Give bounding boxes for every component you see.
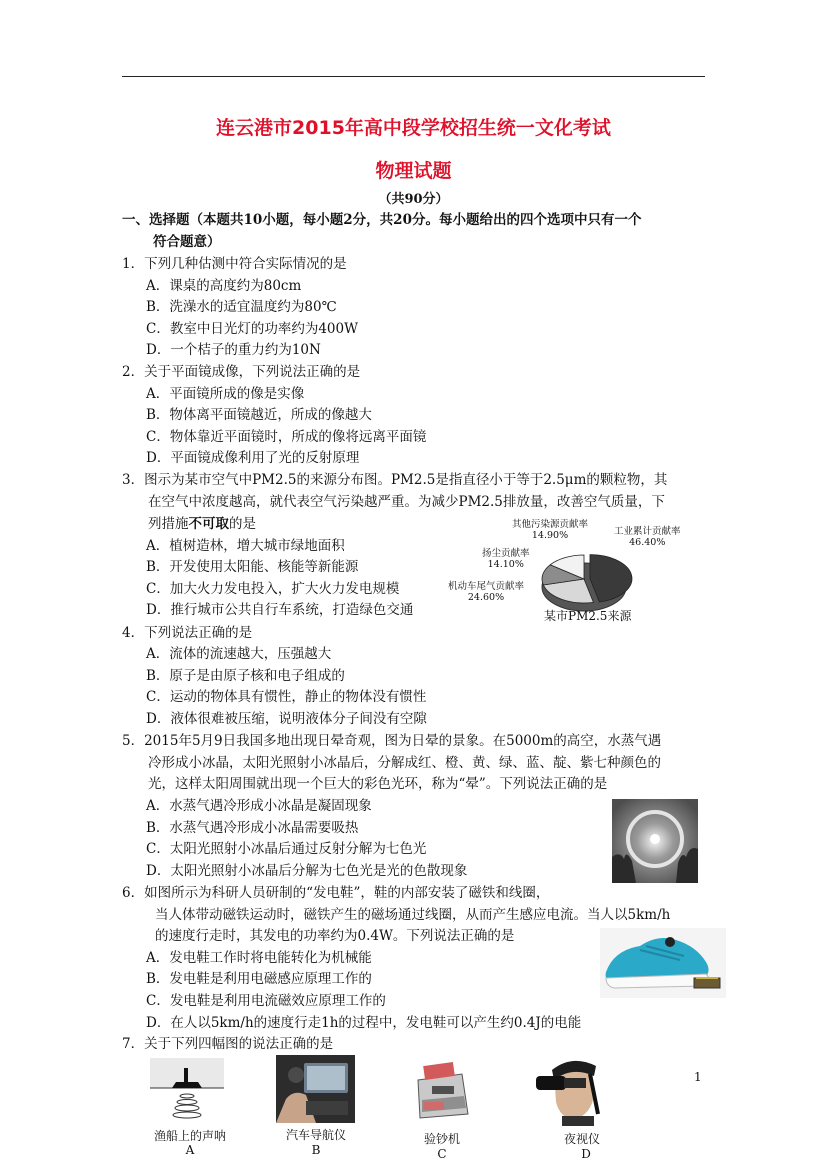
pm25-chart: [440, 515, 710, 623]
sun-halo-svg: [612, 799, 698, 883]
sonar-image: [150, 1058, 224, 1122]
pie-label-industry: 工业累计贡献率 46.40%: [614, 526, 681, 548]
q5-option-c: C．太阳光照射小冰晶后通过反射分解为七色光: [146, 841, 427, 857]
q2-option-c: C．物体靠近平面镜时，所成的像将远离平面镜: [146, 429, 427, 445]
q3-option-a: A．植树造林，增大城市绿地面积: [146, 538, 345, 554]
q1-option-d: D．一个桔子的重力约为10N: [146, 342, 321, 358]
night-vision-image: [534, 1054, 608, 1126]
pic-d-letter: D: [581, 1147, 591, 1161]
q3-stem-1: 3．图示为某市空气中PM2.5的来源分布图。PM2.5是指直径小于等于2.5μm的颗粒物，其: [122, 472, 668, 488]
q2-option-b: B．物体离平面镜越近，所成的像越大: [146, 407, 372, 423]
q7-stem: 7．关于下列四幅图的说法正确的是: [122, 1036, 334, 1052]
q2-stem: 2．关于平面镜成像，下列说法正确的是: [122, 364, 361, 380]
shoe-svg: [600, 928, 726, 998]
q5-stem-2: 冷形成小冰晶，太阳光照射小冰晶后，分解成红、橙、黄、绿、蓝、靛、紫七种颜色的: [148, 755, 661, 771]
q2-option-d: D．平面镜成像利用了光的反射原理: [146, 450, 360, 466]
q6-option-b: B．发电鞋是利用电磁感应原理工作的: [146, 971, 372, 987]
q3-stem-2: 在空气中浓度越高，就代表空气污染越严重。为减少PM2.5排放量，改善空气质量，下: [148, 494, 665, 510]
q6-stem-1: 6．如图所示为科研人员研制的“发电鞋”，鞋的内部安装了磁铁和线圈，: [122, 885, 550, 901]
pic-a-letter: A: [185, 1143, 195, 1157]
pie-label-other: 其他污染源贡献率 14.90%: [512, 519, 589, 541]
q4-option-a: A．流体的流速越大，压强越大: [146, 646, 332, 662]
subject-title: 物理试题: [375, 160, 452, 182]
sonar-svg: [150, 1058, 224, 1122]
q2-option-a: A．平面镜所成的像是实像: [146, 386, 305, 402]
car-navigator-image: [276, 1055, 355, 1123]
q5-stem-3: 光，这样太阳周围就出现一个巨大的彩色光环，称为“晕”。下列说法正确的是: [148, 776, 608, 792]
q6-option-c: C．发电鞋是利用电流磁效应原理工作的: [146, 993, 386, 1009]
q1-option-b: B．洗澡水的适宜温度约为80℃: [146, 299, 337, 315]
q5-option-b: B．水蒸气遇冷形成小冰晶需要吸热: [146, 820, 359, 836]
pic-c-letter: C: [437, 1147, 447, 1161]
money-detector-svg: [410, 1056, 474, 1124]
pic-d-caption: 夜视仪: [563, 1132, 600, 1146]
pic-a-caption: 渔船上的声呐: [153, 1129, 226, 1143]
page-number: 1: [694, 1070, 702, 1084]
q6-option-d: D．在人以5km/h的速度行走1h的过程中，发电鞋可以产生约0.4J的电能: [146, 1015, 582, 1031]
q3-option-d: D．推行城市公共自行车系统，打造绿色交通: [146, 602, 414, 618]
exam-title: 连云港市2015年高中段学校招生统一文化考试: [216, 117, 611, 139]
pic-b-letter: B: [311, 1143, 321, 1157]
chart-title: 某市PM2.5来源: [544, 609, 632, 623]
q1-stem: 1．下列几种估测中符合实际情况的是: [122, 256, 347, 272]
q3-option-b: B．开发使用太阳能、核能等新能源: [146, 559, 359, 575]
q4-option-b: B．原子是由原子核和电子组成的: [146, 668, 345, 684]
night-vision-svg: [534, 1054, 608, 1126]
q6-option-a: A．发电鞋工作时将电能转化为机械能: [146, 950, 372, 966]
q3-stem-3: 列措施不可取的是: [148, 516, 256, 532]
q4-option-d: D．液体很难被压缩，说明液体分子间没有空隙: [146, 711, 427, 727]
q4-option-c: C．运动的物体具有惯性，静止的物体没有惯性: [146, 689, 427, 705]
sun-halo-image: [612, 799, 698, 883]
pie-label-vehicle: 机动车尾气贡献率 24.60%: [448, 581, 525, 603]
section-heading-cont: 符合题意）: [153, 234, 221, 250]
money-detector-image: [410, 1056, 474, 1124]
q5-option-d: D．太阳光照射小冰晶后分解为七色光是光的色散现象: [146, 863, 468, 879]
q5-option-a: A．水蒸气遇冷形成小冰晶是凝固现象: [146, 798, 372, 814]
generator-shoe-image: [600, 928, 726, 998]
q1-option-c: C．教室中日光灯的功率约为400W: [146, 321, 358, 337]
q3-option-c: C．加大火力发电投入，扩大火力发电规模: [146, 581, 400, 597]
q4-stem: 4．下列说法正确的是: [122, 625, 253, 641]
pic-b-caption: 汽车导航仪: [285, 1128, 346, 1142]
pic-c-caption: 验钞机: [423, 1132, 460, 1146]
navigator-svg: [276, 1055, 355, 1123]
q6-stem-3: 的速度行走时，其发电的功率约为0.4W。下列说法正确的是: [155, 928, 515, 944]
pie-slice-0: [590, 555, 632, 602]
header-rule: [122, 76, 705, 77]
total-score: （共90分）: [378, 192, 449, 207]
pie-label-dust: 扬尘贡献率 14.10%: [482, 548, 530, 570]
section-heading: 一、选择题（本题共10小题，每小题2分，共20分。每小题给出的四个选项中只有一个: [122, 212, 642, 228]
q1-option-a: A．课桌的高度约为80cm: [146, 278, 302, 294]
q5-stem-1: 5．2015年5月9日我国多地出现日晕奇观，图为日晕的景象。在5000m的高空，水蒸气遇: [122, 733, 662, 749]
q6-stem-2: 当人体带动磁铁运动时，磁铁产生的磁场通过线圈，从而产生感应电流。当人以5km/h: [155, 907, 671, 923]
